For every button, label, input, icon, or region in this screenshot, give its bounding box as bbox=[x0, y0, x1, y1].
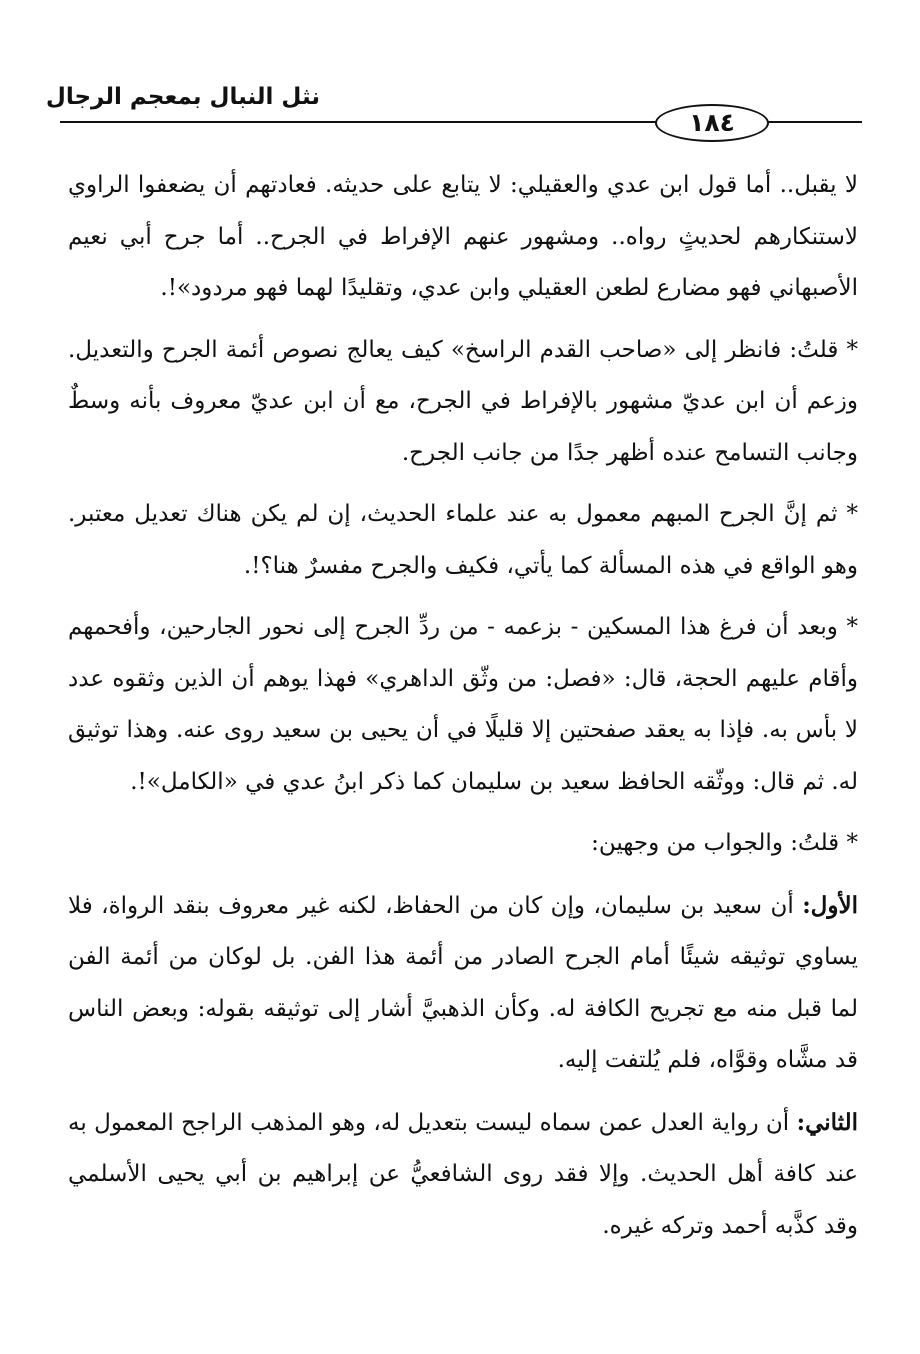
paragraph-4-text: * وبعد أن فرغ هذا المسكين - بزعمه - من ردِّ الجرح إلى نحور الجارحين، وأفحمهم وأقام عليهم الحجة، قال: «فصل: من وثّق الداهري» فهذا يوهم أن الذين وثقوه عدد لا بأس به. فإذا به يعقد صفحتين إلا قليلًا في أن يحيى بن سعيد روى عنه. وهذا توثيق له. ثم قال: ووثّقه الحافظ سعيد بن سليمان كما ذكر ابنُ عدي في «الكامل»!. bbox=[68, 614, 858, 795]
paragraph-7-text: أن رواية العدل عمن سماه ليست بتعديل له، وهو المذهب الراجح المعمول به عند كافة أهل الحديث. وإلا فقد روى الشافعيُّ عن إبراهيم بن أبي يحيى الأسلمي وقد كذَّبه أحمد وتركه غيره. bbox=[68, 1109, 858, 1239]
paragraph-5-text: * قلتُ: والجواب من وجهين: bbox=[591, 830, 858, 856]
body-text bbox=[68, 160, 858, 1262]
paragraph-2 bbox=[68, 325, 858, 480]
running-title: نثل النبال بمعجم الرجال bbox=[45, 84, 320, 110]
paragraph-7-lead: الثاني: bbox=[796, 1108, 858, 1136]
paragraph-6 bbox=[68, 880, 858, 1087]
paragraph-7 bbox=[68, 1097, 858, 1253]
paragraph-6-text: أن سعيد بن سليمان، وإن كان من الحفاظ، لكنه غير معروف بنقد الرواة، فلا يساوي توثيقه شيئًا أمام الجرح الصادر من أئمة هذا الفن. بل لوكان من أئمة الفن لما قبل منه مع تجريح الكافة له. وكأن الذهبيَّ أشار إلى توثيقه بقوله: وبعض الناس قد مشَّاه وقوَّاه، فلم يُلتفت إليه. bbox=[68, 892, 858, 1073]
paragraph-1 bbox=[68, 160, 858, 315]
paragraph-6-lead: الأول: bbox=[802, 891, 859, 919]
paragraph-1-text: لا يقبل.. أما قول ابن عدي والعقيلي: لا يتابع على حديثه. فعادتهم أن يضعفوا الراوي لاستنكارهم لحديثٍ رواه.. ومشهور عنهم الإفراط في الجرح.. أما جرح أبي نعيم الأصبهاني فهو مضارع لطعن العقيلي وابن عدي، وتقليدًا لهما فهو مردود»!. bbox=[68, 172, 858, 301]
paragraph-3-text: * ثم إنَّ الجرح المبهم معمول به عند علماء الحديث، إن لم يكن هناك تعديل معتبر. وهو الواقع في هذه المسألة كما يأتي، فكيف والجرح مفسرٌ هنا؟!. bbox=[68, 501, 858, 579]
paragraph-4 bbox=[68, 602, 858, 808]
paragraph-5 bbox=[68, 818, 858, 870]
paragraph-3 bbox=[68, 489, 858, 592]
paragraph-2-text: * قلتُ: فانظر إلى «صاحب القدم الراسخ» كيف يعالج نصوص أئمة الجرح والتعديل. وزعم أن ابن عديّ مشهور بالإفراط في الجرح، مع أن ابن عديّ معروف بأنه وسطٌ وجانب التسامح عنده أظهر جدًا من جانب الجرح. bbox=[68, 336, 858, 466]
page-number-badge: ١٨٤ bbox=[655, 104, 769, 142]
